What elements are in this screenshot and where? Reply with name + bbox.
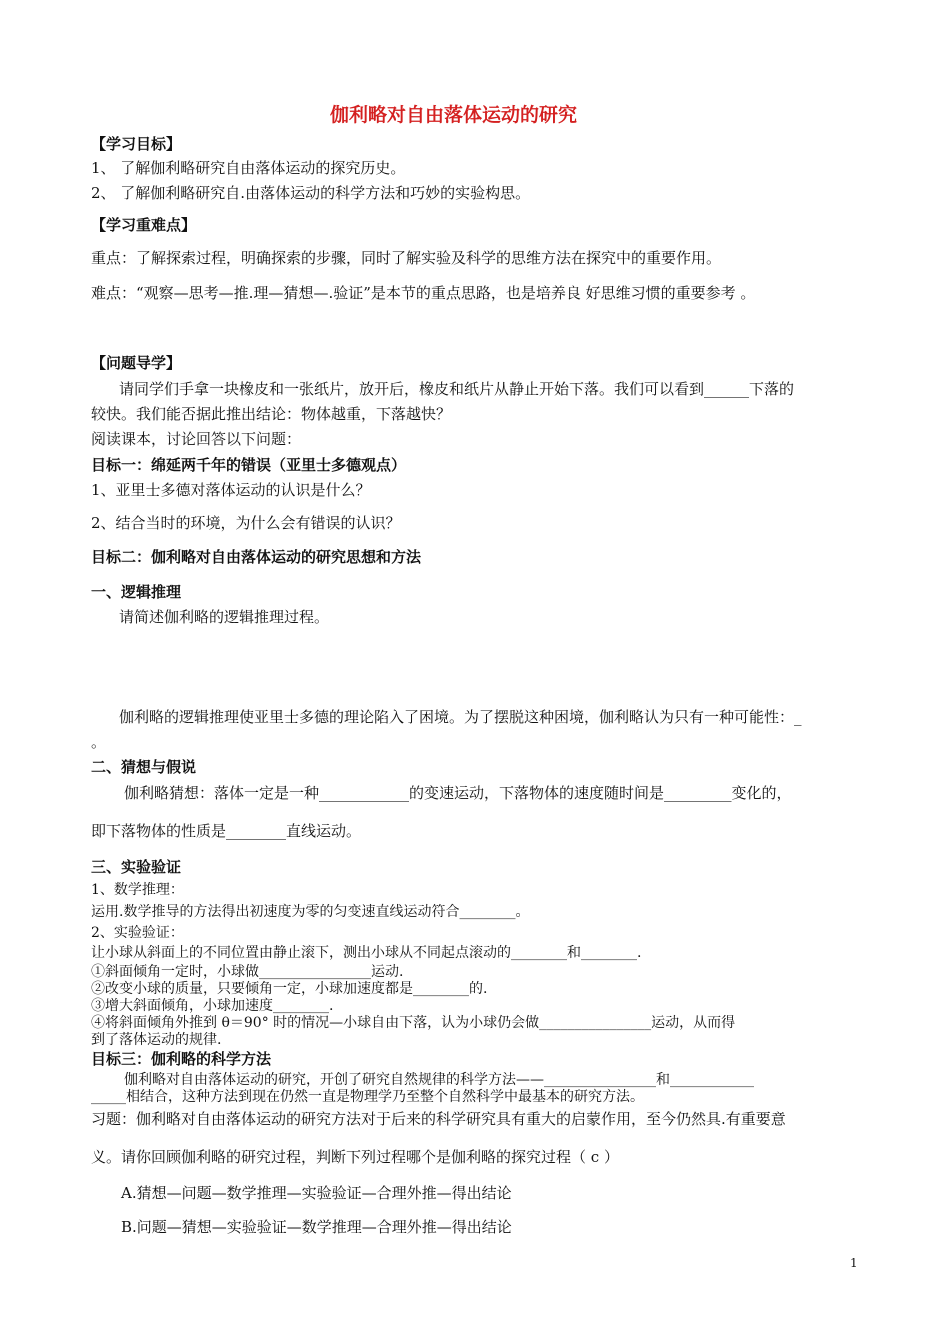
experiment-line-4: 让小球从斜面上的不同位置由静止滚下，测出小球从不同起点滚动的________和________. — [91, 945, 642, 961]
objective-1: 1、 了解伽利略研究自由落体运动的探究历史。 — [91, 159, 406, 177]
experiment-line-7: ③增大斜面倾角，小球加速度________. — [91, 998, 334, 1014]
goal-3-line-2: _____相结合，这种方法到现在仍然一直是物理学乃至整个自然科学中最基本的研究方法。 — [91, 1089, 644, 1105]
hypothesis-heading: 二、猜想与假说 — [91, 758, 197, 776]
experiment-line-6: ②改变小球的质量，只要倾角一定，小球加速度都是________的. — [91, 981, 488, 997]
guide-heading: 【问题导学】 — [91, 354, 182, 372]
hypothesis-line-2: 即下落物体的性质是________直线运动。 — [91, 822, 362, 840]
logic-conclusion-line-1: 伽利略的逻辑推理使亚里士多德的理论陷入了困境。为了摆脱这种困境，伽利略认为只有一种可能性：_ — [119, 708, 802, 726]
experiment-line-8: ④将斜面倾角外推到 θ＝90° 时的情况—小球自由下落，认为小球仍会做________________运动，从而得 — [91, 1015, 736, 1031]
goal-3-heading: 目标三：伽利略的科学方法 — [91, 1050, 272, 1068]
experiment-line-9: 到了落体运动的规律. — [91, 1032, 222, 1048]
experiment-line-1: 1、数学推理： — [91, 882, 184, 898]
goal-1-question-1: 1、亚里士多德对落体运动的认识是什么？ — [91, 481, 371, 499]
hypothesis-line-1: 伽利略猜想：落体一定是一种____________的变速运动，下落物体的速度随时间是_________变化的， — [124, 784, 792, 802]
goal-1-question-2: 2、结合当时的环境，为什么会有错误的认识？ — [91, 514, 401, 532]
guide-paragraph-line-2: 较快。我们能否据此推出结论：物体越重，下落越快？ — [91, 405, 452, 423]
objectives-heading: 【学习目标】 — [91, 135, 182, 153]
experiment-heading: 三、实验验证 — [91, 858, 182, 876]
option-a: A.猜想—问题—数学推理—实验验证—合理外推—得出结论 — [121, 1184, 512, 1202]
goal-3-line-1: 伽利略对自由落体运动的研究，开创了研究自然规律的科学方法——________________和____________ — [124, 1072, 754, 1088]
guide-paragraph-line-1: 请同学们手拿一块橡皮和一张纸片，放开后，橡皮和纸片从静止开始下落。我们可以看到______下落的 — [119, 380, 795, 398]
option-b: B.问题—猜想—实验验证—数学推理—合理外推—得出结论 — [121, 1218, 512, 1236]
logic-prompt: 请简述伽利略的逻辑推理过程。 — [119, 608, 330, 626]
page-title: 伽利略对自由落体运动的研究 — [330, 104, 578, 126]
goal-2-heading: 目标二：伽利略对自由落体运动的研究思想和方法 — [91, 548, 422, 566]
exercise-line-1: 习题：伽利略对自由落体运动的研究方法对于后来的科学研究具有重大的启蒙作用，至今仍然具.有重要意 — [91, 1110, 786, 1128]
key-point: 重点：了解探索过程，明确探索的步骤，同时了解实验及科学的思维方法在探究中的重要作用。 — [91, 249, 722, 267]
key-points-heading: 【学习重难点】 — [91, 216, 197, 234]
goal-1-heading: 目标一：绵延两千年的错误（亚里士多德观点） — [91, 456, 407, 474]
experiment-line-3: 2、实验验证： — [91, 925, 184, 941]
experiment-line-2: 运用.数学推导的方法得出初速度为零的匀变速直线运动符合________。 — [91, 904, 530, 920]
objective-2: 2、 了解伽利略研究自.由落体运动的科学方法和巧妙的实验构思。 — [91, 184, 531, 202]
logic-heading: 一、逻辑推理 — [91, 583, 182, 601]
logic-conclusion-line-2: 。 — [91, 733, 107, 751]
experiment-line-5: ①斜面倾角一定时，小球做________________运动. — [91, 964, 404, 980]
page-number: 1 — [850, 1256, 858, 1270]
guide-reading: 阅读课本，讨论回答以下问题： — [91, 430, 302, 448]
exercise-line-2: 义。请你回顾伽利略的研究过程，判断下列过程哪个是伽利略的探究过程（ c ） — [91, 1148, 619, 1166]
difficulty: 难点：“观察—思考—推.理—猜想—.验证”是本节的重点思路，也是培养良 好思维习惯的重要参考 。 — [91, 284, 756, 302]
